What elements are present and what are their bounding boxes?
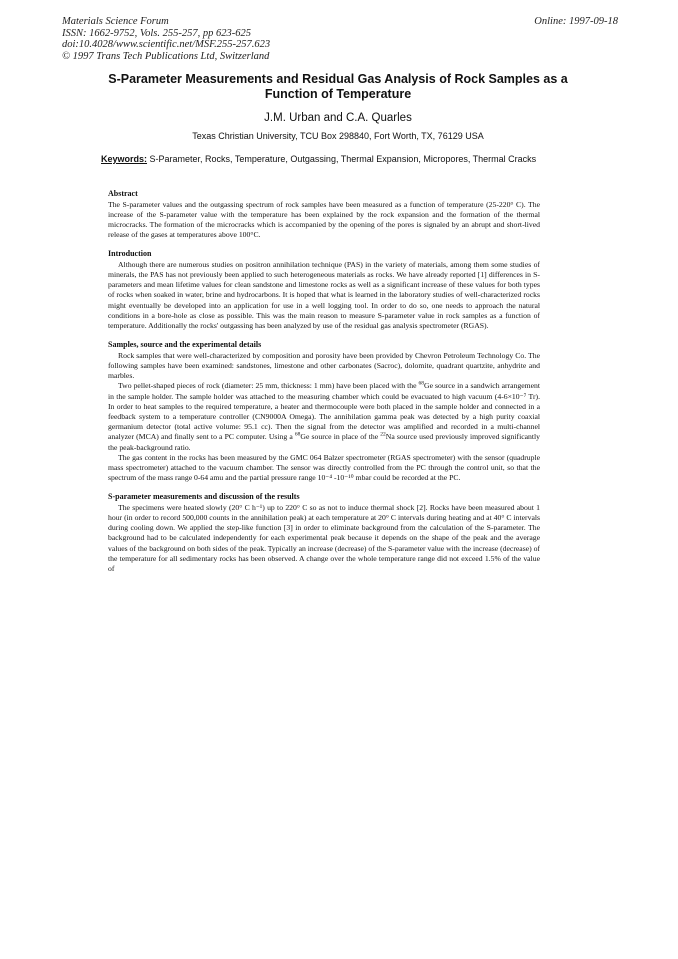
samples-heading: Samples, source and the experimental details: [108, 340, 262, 350]
paper-affiliation: Texas Christian University, TCU Box 298840, Fort Worth, TX, 76129 USA: [192, 131, 484, 141]
keywords-label: Keywords:: [101, 154, 148, 164]
samples-paragraph-2-b: Ge source in a sandwich arrangement in the sample holder. The sample holder was attached to the measuring chamber which could be evacuated to high vacuum (4-6×10⁻⁷ Tr). In order to heat samples to the required temperature, a heater and thermocouple were both placed in the sample holder and connected in a feedback system to a temperature controller (CN9000A Omega). The annihilation gamma peak was detected by a high purity coaxial germanium detector (total active volume: 95.1 cc). Then the signal from the detector was amplified and recorded in a multi-channel analyzer (MCA) and finally sent to a PC computer. Using a: [108, 381, 540, 442]
paper-authors: J.M. Urban and C.A. Quarles: [264, 112, 412, 124]
samples-paragraph-1: Rock samples that were well-characterized by composition and porosity have been provided by Chevron Petroleum Technology Co. The following samples have been examined: sandstones, limestone and other carbonates (Sacroc), dolomite, quadrant quartzite, anhydrite and marbles.: [108, 350, 540, 381]
abstract-text: The S-parameter values and the outgassing spectrum of rock samples have been measured as a function of temperature (25-220° C). The increase of the S-parameter value with the temperature has been explained by the rock expansion and the formation of the thermal microcracks. The formation of the microcracks which is accompanied by the opening of the pores is signaled by an abrupt and short-lived release of the gases at temperatures above 100°C.: [108, 199, 540, 240]
na-superscript: 22: [380, 431, 386, 438]
samples-paragraph-2: [108, 381, 540, 452]
introduction-heading: Introduction: [108, 249, 152, 259]
keywords: [101, 153, 548, 166]
ge-superscript: 68: [418, 380, 425, 387]
online-date: Online: 1997-09-18: [534, 16, 618, 27]
results-text: The specimens were heated slowly (20° C h⁻¹) up to 220° C so as not to induce thermal shock [2]. Rocks have been measured about 1 hour (in order to record 500,000 counts in the annihilation peak) at each temperature at 20° C intervals during heating and at 40° C intervals during cooling down. We applied the step-like function [3] in order to eliminate background from the calculation of the S-parameter. The background had to be calculated independently for each experimental peak because it depends on the shape of the peak and the average values of the background on both sides of the peak. Typically an increase (decrease) of the S-parameter value with the increase (decrease) of the temperature for all sedimentary rocks has been observed. A change over the whole temperature range did not exceed 1.5% of the value of: [108, 502, 540, 574]
samples-paragraph-3: The gas content in the rocks has been measured by the GMC 064 Balzer spectrometer (RGAS spectrometer) with the sensor (quadruple mass spectrometer) attached to the vacuum chamber. The sensor was directly controlled from the PC through the control unit, so that the spectrum of the mass range 0-64 amu and the partial pressure range 10⁻⁴ -10⁻¹⁰ mbar could be recorded at the PC.: [108, 452, 540, 483]
results-section: [108, 492, 540, 574]
journal-name: Materials Science Forum: [62, 16, 169, 27]
samples-paragraph-2-d: Na source used previously improved significantly the peak-background ratio.: [108, 432, 540, 452]
keywords-text: S-Parameter, Rocks, Temperature, Outgassing, Thermal Expansion, Micropores, Thermal Cracks: [149, 154, 537, 164]
samples-section: [108, 340, 540, 483]
introduction-section: [108, 249, 540, 331]
doi-link[interactable]: doi:10.4028/www.scientific.net/MSF.255-257.623: [62, 39, 271, 50]
ge-superscript-2: 68: [294, 431, 301, 438]
paper-title: S-Parameter Measurements and Residual Gas Analysis of Rock Samples as a Function of Temperature: [108, 72, 568, 101]
abstract-heading: Abstract: [108, 189, 138, 198]
copyright-line: © 1997 Trans Tech Publications Ltd, Switzerland: [62, 50, 270, 62]
paper-body: [108, 189, 540, 583]
introduction-text: Although there are numerous studies on positron annihilation technique (PAS) in the variety of materials, among them some studies of minerals, the PAS has not previously been applied to such heterogeneous materials as rocks. We have already reported [1] differences in S-parameters and mean lifetime values for clean sandstone and limestone rocks as well as a significant increase of these values for both types of rocks when soaked in water, brine and hydrocarbons. It is hoped that what is learned in the laboratory studies of well-characterized rocks might eventually be developed into an application for use in a well logging tool. In order to do so, one needs to approach the natural conditions in a bore-hole as close as possible. This was the main reason to measure S-parameter value in rock samples as a function of temperature. Additionally the rocks' outgassing has been analyzed by use of the residual gas analysis spectrometer (RGAS).: [108, 259, 540, 331]
samples-paragraph-2-c: Ge source in place of the: [300, 432, 381, 442]
samples-paragraph-2-a: Two pellet-shaped pieces of rock (diameter: 25 mm, thickness: 1 mm) have been placed with the: [118, 381, 419, 391]
issn-line: ISSN: 1662-9752, Vols. 255-257, pp 623-625: [62, 27, 251, 39]
citation-header: [62, 16, 270, 62]
abstract-section: [108, 189, 540, 240]
results-heading: S-parameter measurements and discussion of the results: [108, 492, 300, 502]
